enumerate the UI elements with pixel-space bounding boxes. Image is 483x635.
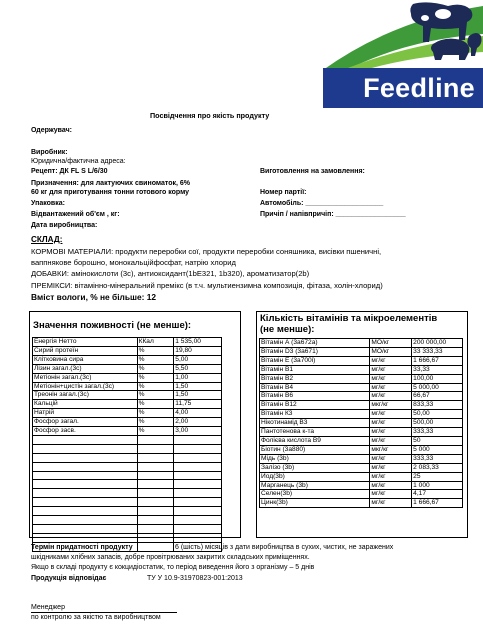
value-cell: 1 666,67 [412,356,463,365]
value-cell: 4,00 [174,409,222,418]
unit-cell: мг/кг [370,481,412,490]
unit-cell: % [137,346,174,355]
compliance-value: ТУ У 10.9-31970823-001:2013 [147,575,243,582]
shelf-life-text: 6 (шість) місяців з дати виробництва в сухих, чистих, не заражених [175,544,394,551]
nutrition-row [33,427,222,436]
name-cell: Фосфор загал. [33,418,138,427]
value-cell [174,480,222,489]
value-cell: 833,33 [412,401,463,410]
unit-cell: мг/кг [370,383,412,392]
name-cell: Біотин (3а880) [260,445,370,454]
unit-cell: мг/кг [370,454,412,463]
nutrition-row [33,515,222,524]
composition-line: ваппнякове борошно, монокальційфосфат, натрію хлорид [31,258,236,267]
unit-cell: мг/кг [370,356,412,365]
name-cell: Клітковина сира [33,355,138,364]
nutrition-row [33,418,222,427]
name-cell: Вітамін Е (3а700і) [260,356,370,365]
name-cell [33,498,138,507]
name-cell: Вітамін В6 [260,392,370,401]
value-cell: 33 333,33 [412,347,463,356]
value-cell: 333,33 [412,428,463,437]
value-cell [174,471,222,480]
name-cell [33,507,138,516]
coccidiostat-warning: Якщо в складі продукту є кокцидіостатик, то період виведення його з організму – 5 днів [31,564,315,571]
unit-cell: мг/кг [370,490,412,499]
unit-cell [137,542,174,551]
value-cell: 100,00 [412,374,463,383]
made-to-order-label: Виготовлення на замовлення: [260,168,365,175]
value-cell: 500,00 [412,419,463,428]
unit-cell: мг/кг [370,374,412,383]
composition-heading: СКЛАД: [31,235,63,244]
nutrition-row [33,533,222,542]
unit-cell: % [137,400,174,409]
vitamins-table [259,338,463,508]
unit-cell: ККал [137,338,174,347]
nutrition-row [33,507,222,516]
value-cell: 25 [412,472,463,481]
value-cell [174,435,222,444]
value-cell: 11,75 [174,400,222,409]
vitamin-row [260,383,463,392]
vitamin-row [260,499,463,508]
value-cell: 4,17 [412,490,463,499]
unit-cell [137,471,174,480]
name-cell: Вітамін К3 [260,410,370,419]
value-cell: 1,00 [174,373,222,382]
unit-cell: мг/кг [370,410,412,419]
vitamin-row [260,463,463,472]
unit-cell: мкг/кг [370,445,412,454]
name-cell: Вітамін D3 (3а671) [260,347,370,356]
name-cell: Пантотенова к-та [260,428,370,437]
name-cell: Лізин загал.(3с) [33,364,138,373]
vitamin-row [260,445,463,454]
nutrition-row [33,498,222,507]
name-cell [33,533,138,542]
value-cell: 1,50 [174,382,222,391]
vitamins-box [256,311,468,538]
unit-cell [137,533,174,542]
name-cell: Сирий протеїн [33,346,138,355]
vitamin-row [260,436,463,445]
vitamin-row [260,401,463,410]
nutrition-row [33,355,222,364]
address-label: Юридична/фактична адреса: [31,158,126,165]
nutrition-box [29,311,241,538]
name-cell: Залізо (3b) [260,463,370,472]
nutrition-table [32,337,222,552]
unit-cell: % [137,391,174,400]
name-cell: Нікотинамід В3 [260,419,370,428]
value-cell: 5,50 [174,364,222,373]
name-cell: Йод(3b) [260,472,370,481]
value-cell: 19,80 [174,346,222,355]
value-cell [174,489,222,498]
nutrition-row [33,373,222,382]
nutrition-row [33,400,222,409]
vitamin-row [260,339,463,348]
page-title: Посвідчення про якість продукту [150,111,270,120]
nutrition-row [33,346,222,355]
shelf-life-text-2: шкідниками хлібних запасів, добре провітрюваних закритих складських приміщеннях. [31,554,310,561]
value-cell [174,444,222,453]
nutrition-row [33,435,222,444]
vitamin-row [260,454,463,463]
nutrition-row [33,489,222,498]
name-cell [33,480,138,489]
nutrition-title: Значення поживності (не менше): [33,320,192,331]
value-cell: 50 [412,436,463,445]
name-cell: Натрій [33,409,138,418]
nutrition-row [33,364,222,373]
unit-cell [137,498,174,507]
packaging-label: Упаковка: [31,200,65,207]
quality-control-label: по контролю за якістю та виробництвом [31,614,161,621]
name-cell: Треонін загал.(3с) [33,391,138,400]
vitamin-row [260,365,463,374]
unit-cell [137,507,174,516]
vitamins-title: Кількість вітамінів та мікроелементів [260,313,438,324]
batch-number-label: Номер партії: [260,189,307,196]
unit-cell: мг/кг [370,428,412,437]
vitamin-row [260,472,463,481]
value-cell: 200 000,00 [412,339,463,348]
purpose-line-2: 60 кг для приготування тонни готового корму [31,189,190,196]
value-cell: 50,00 [412,410,463,419]
name-cell: Енергія Нетто [33,338,138,347]
name-cell: Вітамін В4 [260,383,370,392]
vitamin-row [260,490,463,499]
name-cell [33,524,138,533]
name-cell [33,444,138,453]
unit-cell: мкг/кг [370,401,412,410]
vitamin-row [260,481,463,490]
unit-cell: % [137,409,174,418]
name-cell: Вітамін В1 [260,365,370,374]
recipient-label: Одержувач: [31,127,72,134]
shelf-life-label: Термін придатності продукту [31,544,133,551]
nutrition-row [33,462,222,471]
unit-cell [137,435,174,444]
value-cell: 1,50 [174,391,222,400]
purpose-line: Призначення: для лактуючих свиноматок, 6% [31,180,190,187]
manager-label: Менеджер [31,604,65,611]
unit-cell [137,489,174,498]
value-cell [174,498,222,507]
nutrition-row [33,480,222,489]
unit-cell: мг/кг [370,472,412,481]
name-cell: Селен(3b) [260,490,370,499]
name-cell [33,462,138,471]
value-cell [174,533,222,542]
vitamin-row [260,410,463,419]
unit-cell: мг/кг [370,365,412,374]
name-cell: Кальцій [33,400,138,409]
nutrition-row [33,524,222,533]
unit-cell: % [137,364,174,373]
unit-cell [137,524,174,533]
value-cell: 1 666,67 [412,499,463,508]
value-cell: 2,00 [174,418,222,427]
value-cell: 1 535,00 [174,338,222,347]
composition-line: ДОБАВКИ: амінокислоти (3с), антиоксидант(1bE321, 1b320), ароматизатор(2b) [31,269,310,278]
unit-cell [137,515,174,524]
nutrition-row [33,391,222,400]
name-cell: Метіонін+цистін загал.(3с) [33,382,138,391]
value-cell: 2 083,33 [412,463,463,472]
unit-cell: % [137,427,174,436]
name-cell [33,489,138,498]
vitamin-row [260,419,463,428]
car-label: Автомобіль: ____________________ [260,200,384,207]
unit-cell [137,453,174,462]
moisture-line: Вміст вологи, % не більше: 12 [31,292,157,302]
value-cell: 1 000 [412,481,463,490]
vitamin-row [260,428,463,437]
unit-cell: мг/кг [370,419,412,428]
unit-cell: мг/кг [370,436,412,445]
producer-label: Виробник: [31,149,68,156]
unit-cell: % [137,382,174,391]
unit-cell: МО/кг [370,347,412,356]
composition-line: КОРМОВІ МАТЕРІАЛИ: продукти переробки сої, продукти переробки соняшника, висівки пшеничні, [31,247,382,256]
recipe-line: Рецепт: ДК FL S L/6/30 [31,168,108,175]
value-cell: 5 000,00 [412,383,463,392]
nutrition-row [33,382,222,391]
nutrition-row [33,444,222,453]
name-cell: Вітамін В12 [260,401,370,410]
unit-cell: % [137,355,174,364]
unit-cell: % [137,373,174,382]
unit-cell [137,462,174,471]
nutrition-row [33,453,222,462]
vitamin-row [260,347,463,356]
name-cell [33,435,138,444]
name-cell: Марганець (3b) [260,481,370,490]
value-cell [174,462,222,471]
unit-cell: мг/кг [370,499,412,508]
vitamin-row [260,392,463,401]
unit-cell: % [137,418,174,427]
name-cell: Цинк(3b) [260,499,370,508]
value-cell [174,524,222,533]
value-cell: 3,00 [174,427,222,436]
name-cell [33,515,138,524]
name-cell: Метіонін загал.(3с) [33,373,138,382]
nutrition-row [33,338,222,347]
value-cell [174,453,222,462]
unit-cell: МО/кг [370,339,412,348]
composition-line: ПРЕМІКСИ: вітамінно-мінеральний премікс (в т.ч. мультиензимна композиція, фітаза, холін-хлорид) [31,281,383,290]
value-cell: 333,33 [412,454,463,463]
name-cell: Фолієва кислота В9 [260,436,370,445]
vitamin-row [260,356,463,365]
name-cell: Вітамін А (3а672а) [260,339,370,348]
volume-label: Відвантажений об'єм , кг: [31,211,120,218]
unit-cell [137,444,174,453]
name-cell: Фосфор засв. [33,427,138,436]
production-date-label: Дата виробництва: [31,222,98,229]
value-cell [174,507,222,516]
unit-cell: мг/кг [370,392,412,401]
value-cell: 66,67 [412,392,463,401]
brand-name: Feedline [323,68,483,108]
nutrition-row [33,471,222,480]
unit-cell [137,480,174,489]
unit-cell: мг/кг [370,463,412,472]
compliance-label: Продукція відповідає [31,575,107,582]
name-cell [33,453,138,462]
value-cell: 33,33 [412,365,463,374]
value-cell [174,515,222,524]
name-cell: Мідь (3b) [260,454,370,463]
nutrition-row [33,409,222,418]
name-cell [33,471,138,480]
vitamins-title-2: (не менше): [260,324,315,335]
value-cell: 5 000 [412,445,463,454]
value-cell: 5,00 [174,355,222,364]
vitamin-row [260,374,463,383]
trailer-label: Причіп / напівпричіп: __________________ [260,211,406,218]
name-cell: Вітамін В2 [260,374,370,383]
